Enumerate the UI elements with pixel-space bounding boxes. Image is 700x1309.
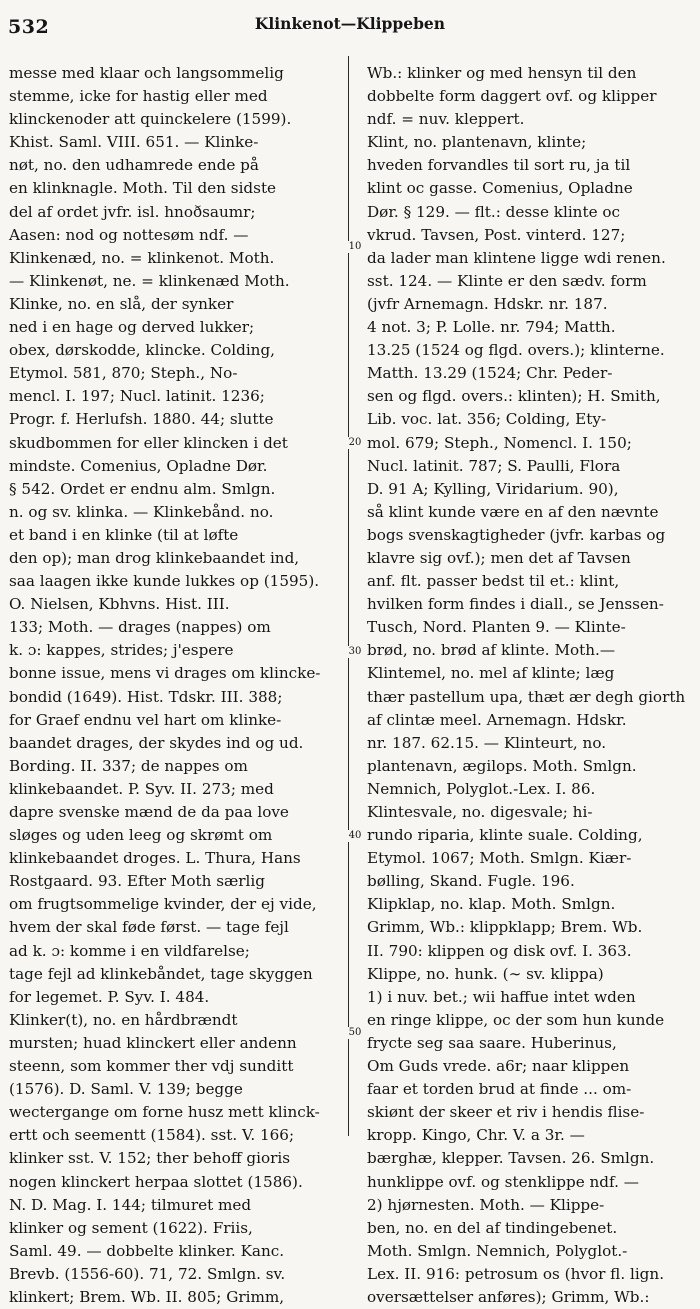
text-line: bonne issue, mens vi drages om klincke-	[9, 664, 321, 683]
text-line: Saml. 49. — dobbelte klinker. Kanc.	[9, 1241, 285, 1260]
text-line: 4 not. 3; P. Lolle. nr. 794; Matth.	[367, 318, 616, 337]
text-line: D. 91 A; Kylling, Viridarium. 90),	[367, 479, 619, 498]
text-line: skiønt der skeer et riv i hendis flise-	[367, 1103, 645, 1122]
page-header	[0, 0, 700, 46]
text-line: Lex. II. 916: petrosum os (hvor fl. lign.	[367, 1264, 665, 1283]
text-line: del af ordet jvfr. isl. hnoðsaumr;	[9, 202, 256, 221]
text-line: Klint, no. plantenavn, klinte;	[367, 133, 587, 152]
text-line: baandet drages, der skydes ind og ud.	[9, 733, 304, 752]
text-line: skudbommen for eller klincken i det	[9, 433, 288, 452]
text-line: anf. flt. passer bedst til et.: klint,	[367, 572, 620, 591]
text-line: nr. 187. 62.15. — Klinteurt, no.	[367, 733, 607, 752]
text-line: messe med klaar och langsommelig	[9, 64, 284, 82]
text-line: saa laagen ikke kunde lukkes op (1595).	[9, 572, 320, 591]
text-line: Lib. voc. lat. 356; Colding, Ety-	[367, 410, 607, 429]
text-line: Klintemel, no. mel af klinte; læg	[367, 664, 615, 683]
text-line: bogs svenskagtigheder (jvfr. karbas og	[367, 525, 666, 544]
text-line: n. og sv. klinka. — Klinkebånd. no.	[9, 502, 274, 521]
text-line: nogen klinckert herpaa slottet (1586).	[9, 1172, 303, 1191]
text-line: Nucl. latinit. 787; S. Paulli, Flora	[367, 456, 621, 475]
text-line: da lader man klintene ligge wdi renen.	[367, 248, 666, 267]
text-line: klinkert; Brem. Wb. II. 805; Grimm,	[9, 1287, 285, 1306]
text-line: mindste. Comenius, Opladne Dør.	[9, 456, 268, 475]
text-line: for legemet. P. Syv. I. 484.	[9, 987, 210, 1006]
text-line: ertt och seementt (1584). sst. V. 166;	[9, 1126, 295, 1145]
text-line: N. D. Mag. I. 144; tilmuret med	[9, 1195, 252, 1214]
text-line: mol. 679; Steph., Nomencl. I. 150;	[367, 433, 632, 452]
text-line: klavre sig ovf.); men det af Tavsen	[367, 548, 631, 567]
text-line: Bording. II. 337; de nappes om	[9, 756, 248, 775]
text-line: 1) i nuv. bet.; wii haffue intet wden	[367, 987, 636, 1006]
text-line: ndf. = nuv. kleppert.	[367, 110, 525, 129]
text-line: mursten; huad klinckert eller andenn	[9, 1033, 297, 1052]
text-line: obex, dørskodde, klincke. Colding,	[9, 341, 276, 360]
margin-line-number: 40	[343, 830, 367, 842]
text-line: dapre svenske mænd de da paa love	[9, 803, 289, 821]
text-line: bondid (1649). Hist. Tdskr. III. 388;	[9, 687, 283, 706]
text-line: klinkebaandet droges. L. Thura, Hans	[9, 849, 301, 868]
text-line: klinker og sement (1622). Friis,	[9, 1218, 253, 1237]
text-line: hunklippe ovf. og stenklippe ndf. —	[367, 1172, 639, 1191]
text-line: Tusch, Nord. Planten 9. — Klinte-	[367, 618, 626, 637]
text-line: et band i en klinke (til at løfte	[9, 525, 239, 544]
text-line: steenn, som kommer ther vdj sunditt	[9, 1057, 294, 1076]
text-line: klinckenoder att quinckelere (1599).	[9, 110, 292, 129]
margin-line-number: 20	[343, 437, 367, 449]
text-line: klint oc gasse. Comenius, Opladne	[367, 179, 633, 198]
text-line: rundo riparia, klinte suale. Colding,	[367, 826, 643, 845]
text-line: Matth. 13.29 (1524; Chr. Peder-	[367, 364, 613, 383]
right-column	[367, 62, 693, 1306]
text-line: kropp. Kingo, Chr. V. a 3r. —	[367, 1126, 585, 1145]
text-line: Klintesvale, no. digesvale; hi-	[367, 803, 593, 821]
text-line: (jvfr Arnemagn. Hdskr. nr. 187.	[367, 294, 608, 313]
text-line: hveden forvandles til sort ru, ja til	[367, 156, 631, 175]
text-line: oversættelser anføres); Grimm, Wb.:	[367, 1287, 650, 1306]
text-line: bærghæ, klepper. Tavsen. 26. Smlgn.	[367, 1149, 655, 1168]
text-line: Grimm, Wb.: klippklapp; Brem. Wb.	[367, 918, 643, 937]
text-line: wectergange om forne husz mett klinck-	[9, 1103, 320, 1122]
margin-line-number: 10	[343, 241, 367, 253]
text-line: Progr. f. Herlufsh. 1880. 44; slutte	[9, 410, 274, 429]
text-line: nøt, no. den udhamrede ende på	[9, 156, 259, 175]
text-line: Etymol. 1067; Moth. Smlgn. Kiær-	[367, 849, 632, 868]
text-line: Om Guds vrede. a6r; naar klippen	[367, 1057, 630, 1076]
text-line: ben, no. en del af tindingebenet.	[367, 1218, 618, 1237]
margin-line-number: 30	[343, 646, 367, 658]
text-line: Aasen: nod og nottesøm ndf. —	[9, 225, 249, 244]
text-line: Nemnich, Polyglot.-Lex. I. 86.	[367, 779, 596, 798]
text-line: Brevb. (1556-60). 71, 72. Smlgn. sv.	[9, 1264, 286, 1283]
text-line: § 542. Ordet er endnu alm. Smlgn.	[9, 479, 276, 498]
text-line: ad k. ɔ: komme i en vildfarelse;	[9, 941, 250, 960]
text-line: Klipklap, no. klap. Moth. Smlgn.	[367, 895, 616, 914]
text-line: en klinknagle. Moth. Til den sidste	[9, 179, 277, 198]
text-line: 13.25 (1524 og flgd. overs.); klinterne.	[367, 341, 665, 360]
text-line: Rostgaard. 93. Efter Moth særlig	[9, 872, 265, 891]
text-line: k. ɔ: kappes, strides; j'espere	[9, 641, 234, 660]
text-line: en ringe klippe, oc der som hun kunde	[367, 1010, 665, 1029]
text-line: — Klinkenøt, ne. = klinkenæd Moth.	[9, 271, 290, 290]
text-line: vkrud. Tavsen, Post. vinterd. 127;	[367, 225, 626, 244]
text-line: tage fejl ad klinkebåndet, tage skyggen	[9, 964, 313, 983]
text-line: Wb.: klinker og med hensyn til den	[367, 64, 637, 82]
text-line: Klinke, no. en slå, der synker	[9, 294, 234, 313]
text-line: O. Nielsen, Kbhvns. Hist. III.	[9, 595, 230, 614]
text-line: klinkebaandet. P. Syv. II. 273; med	[9, 779, 274, 798]
text-line: sen og flgd. overs.: klinten); H. Smith,	[367, 387, 661, 406]
left-column	[9, 62, 341, 1306]
page-number: 532	[8, 16, 50, 38]
text-line: Klinker(t), no. en hårdbrændt	[9, 1010, 238, 1029]
running-head: Klinkenot—Klippeben	[254, 14, 446, 33]
margin-line-number: 50	[343, 1027, 367, 1039]
text-line: sløges og uden leeg og skrømt om	[9, 826, 273, 845]
text-line: plantenavn, ægilops. Moth. Smlgn.	[367, 756, 637, 775]
text-line: sst. 124. — Klinte er den sædv. form	[367, 271, 647, 290]
text-line: mencl. I. 197; Nucl. latinit. 1236;	[9, 387, 265, 406]
text-line: ned i en hage og derved lukker;	[9, 318, 255, 337]
text-line: brød, no. brød af klinte. Moth.—	[367, 641, 616, 660]
text-line: thær pastellum upa, thæt ær degh giorth	[367, 687, 686, 706]
text-line: af clintæ meel. Arnemagn. Hdskr.	[367, 710, 627, 729]
text-line: Klinkenæd, no. = klinkenot. Moth.	[9, 248, 275, 267]
text-line: II. 790: klippen og disk ovf. I. 363.	[367, 941, 632, 960]
text-line: Dør. § 129. — flt.: desse klinte oc	[367, 202, 621, 221]
text-line: faar et torden brud at finde ... om-	[367, 1080, 632, 1099]
text-line: Etymol. 581, 870; Steph., No-	[9, 364, 238, 383]
column-divider	[348, 56, 349, 1136]
text-line: om frugtsommelige kvinder, der ej vide,	[9, 895, 317, 914]
text-line: dobbelte form daggert ovf. og klipper	[367, 87, 657, 106]
text-line: Moth. Smlgn. Nemnich, Polyglot.-	[367, 1241, 628, 1260]
text-line: (1576). D. Saml. V. 139; begge	[9, 1080, 243, 1099]
text-line: hvem der skal føde først. — tage fejl	[9, 918, 289, 937]
text-line: 2) hjørnesten. Moth. — Klippe-	[367, 1195, 605, 1214]
text-line: hvilken form findes i diall., se Jenssen-	[367, 595, 664, 614]
text-line: den op); man drog klinkebaandet ind,	[9, 548, 300, 567]
text-line: stemme, icke for hastig eller med	[9, 87, 268, 106]
text-line: Khist. Saml. VIII. 651. — Klinke-	[9, 133, 259, 152]
text-line: 133; Moth. — drages (nappes) om	[9, 618, 271, 637]
text-line: klinker sst. V. 152; ther behoff gioris	[9, 1149, 291, 1168]
text-line: så klint kunde være en af den nævnte	[367, 502, 659, 521]
text-line: Klippe, no. hunk. (∼ sv. klippa)	[367, 964, 604, 983]
text-line: frycte seg saa saare. Huberinus,	[367, 1033, 617, 1052]
text-line: bølling, Skand. Fugle. 196.	[367, 872, 575, 891]
text-line: for Graef endnu vel hart om klinke-	[9, 710, 282, 729]
